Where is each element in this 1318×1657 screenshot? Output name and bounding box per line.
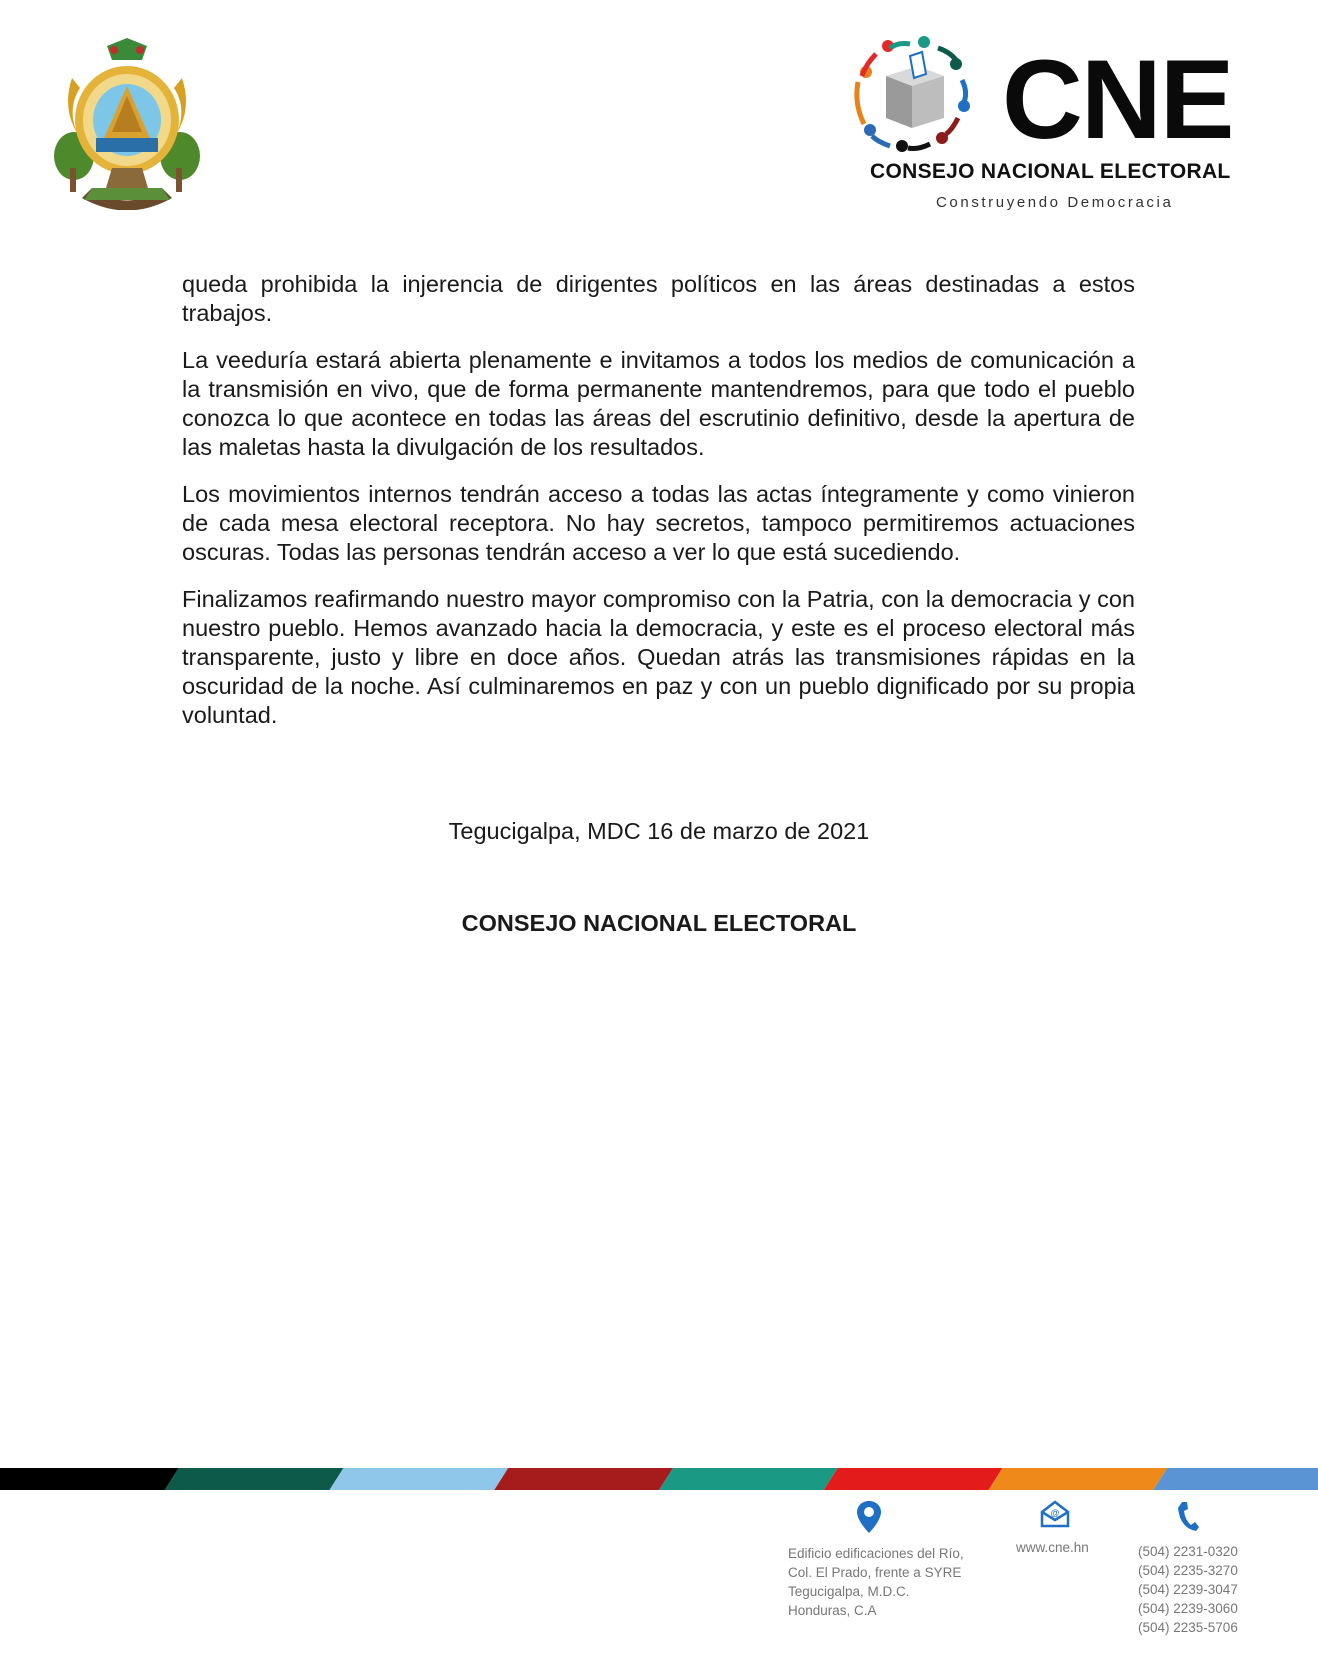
dateline: Tegucigalpa, MDC 16 de marzo de 2021 (448, 818, 870, 844)
paragraph: La veeduría estará abierta plenamente e invitamos a todos los medios de comunicación a la transmisión en vivo, que de forma permanente mantendremos, para que todo el pueblo conozca lo que acontece en todas las áreas del escrutinio definitivo, desde la apertura de las maletas hasta la divulgación de los resultados. (182, 347, 1135, 460)
communique-body (182, 270, 1135, 748)
footer-address (788, 1500, 964, 1620)
website-link[interactable]: www.cne.hn (1016, 1540, 1089, 1555)
honduras-coat-of-arms-icon (52, 38, 202, 210)
logo-org-name: CONSEJO NACIONAL ELECTORAL (870, 160, 1231, 183)
stripe-segment (0, 1468, 179, 1490)
address-line: Edificio edificaciones del Río, (788, 1546, 964, 1561)
address-line: Col. El Prado, frente a SYRE (788, 1565, 962, 1580)
logo-wordmark: CNE (1002, 37, 1233, 162)
footer-web (1016, 1500, 1089, 1557)
svg-text:@: @ (1050, 1508, 1060, 1518)
stripe-segment (989, 1468, 1168, 1490)
stripe-segment (659, 1468, 838, 1490)
phone-number: (504) 2235-3270 (1138, 1563, 1238, 1578)
phone-number: (504) 2231-0320 (1138, 1544, 1238, 1559)
paragraph: Finalizamos reafirmando nuestro mayor compromiso con la Patria, con la democracia y con nuestro pueblo. Hemos avanzado hacia la democracia, y este es el proceso electoral más transparente, justo y libre en doce años. Quedan atrás las transmisiones rápidas en la oscuridad de la noche. Así culminaremos en paz y con un pueblo dignificado por su propia voluntad. (182, 586, 1135, 728)
phone-number: (504) 2239-3047 (1138, 1582, 1238, 1597)
phone-number: (504) 2235-5706 (1138, 1620, 1238, 1635)
stripe-segment (165, 1468, 344, 1490)
address-line: Honduras, C.A (788, 1603, 877, 1618)
phone-icon (1176, 1500, 1200, 1532)
cne-logo (866, 34, 1266, 220)
stripe-segment (824, 1468, 1003, 1490)
stripe-segment (1153, 1468, 1318, 1490)
signature: CONSEJO NACIONAL ELECTORAL (461, 910, 857, 936)
footer-phone (1138, 1500, 1238, 1637)
location-pin-icon (856, 1500, 882, 1534)
logo-slogan: Construyendo Democracia (936, 194, 1174, 211)
ballot-box-logo-icon (846, 34, 976, 154)
address-line: Tegucigalpa, M.D.C. (788, 1584, 910, 1599)
stripe-segment (494, 1468, 673, 1490)
footer-color-stripe (0, 1468, 1318, 1490)
stripe-segment (330, 1468, 509, 1490)
paragraph: Los movimientos internos tendrán acceso a todas las actas íntegramente y como vinieron de cada mesa electoral receptora. No hay secretos, tampoco permitiremos actuaciones oscuras. Todas las personas tendrán acceso a ver lo que está sucediendo. (182, 481, 1135, 565)
email-icon (1040, 1500, 1070, 1528)
phone-number: (504) 2239-3060 (1138, 1601, 1238, 1616)
paragraph: queda prohibida la injerencia de dirigentes políticos en las áreas destinadas a estos trabajos. (182, 271, 1135, 326)
